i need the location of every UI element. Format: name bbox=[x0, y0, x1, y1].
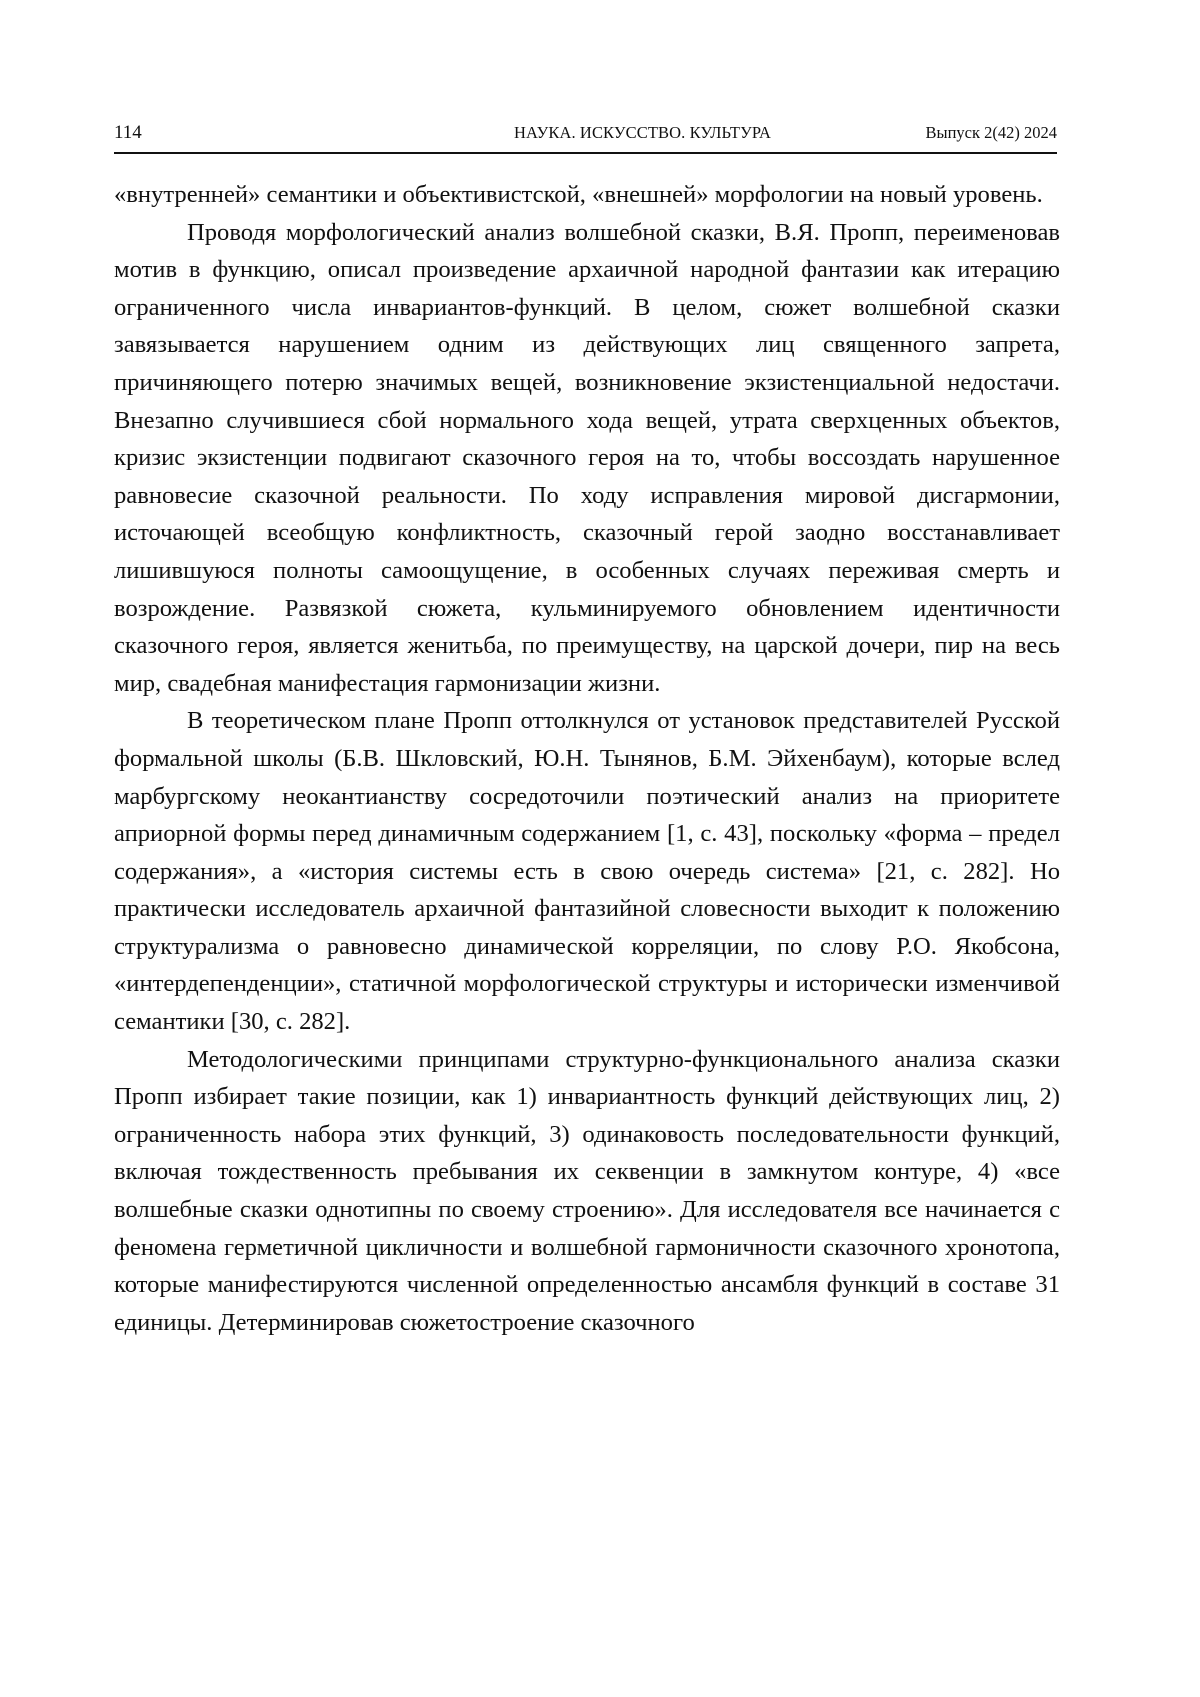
header-rule bbox=[114, 152, 1057, 154]
journal-title: НАУКА. ИСКУССТВО. КУЛЬТУРА bbox=[514, 123, 772, 142]
paragraph-continuation: «внутренней» семантики и объективистской, «внешней» морфологии на новый уровень. bbox=[114, 181, 1043, 208]
paragraph-theoretical-plan: В теоретическом плане Пропп оттолкнулся от установок представителей Русской формальной школы (Б.В. Шкловский, Ю.Н. Тынянов, Б.М. Эйхенбаум), которые вслед марбургскому неокантианству сосредоточили поэтический анализ на приоритете априорной формы перед динамичным содержанием [1, с. 43], поскольку «форма – предел содержания», а «история системы есть в свою очередь система» [21, с. 282]. Но практически исследователь архаичной фантазийной словесности выходит к положению структурализма о равновесно динамической корреляции, по слову Р.О. Якобсона, «интердепенденции», статичной морфологической структуры и исторически изменчивой семантики [30, с. 282]. bbox=[114, 707, 1060, 1036]
page-number: 114 bbox=[114, 122, 142, 143]
running-header bbox=[114, 118, 1057, 158]
paragraph-propp-analysis: Проводя морфологический анализ волшебной сказки, В.Я. Пропп, переименовав мотив в функцию, описал произведение архаичной народной фантазии как итерацию ограниченного числа инвариантов-функций. В целом, сюжет волшебной сказки завязывается нарушением одним из действующих лиц священного запрета, причиняющего потерю значимых вещей, возникновение экзистенциальной недостачи. Внезапно случившиеся сбой нормального хода вещей, утрата сверхценных объектов, кризис экзистенции подвигают сказочного героя на то, чтобы воссоздать нарушенное равновесие сказочной реальности. По ходу исправления мировой дисгармонии, источающей всеобщую конфликтность, сказочный герой заодно восстанавливает лишившуюся полноты самоощущение, в особенных случаях переживая смерть и возрождение. Развязкой сюжета, кульминируемого обновлением идентичности сказочного героя, является женитьба, по преимуществу, на царской дочери, пир на весь мир, свадебная манифестация гармонизации жизни. bbox=[114, 218, 1060, 697]
issue-label: Выпуск 2(42) 2024 bbox=[925, 123, 1057, 142]
paragraph-methodological-principles: Методологическими принципами структурно-функционального анализа сказки Пропп избирает такие позиции, как 1) инвариантность функций действующих лиц, 2) ограниченность набора этих функций, 3) одинаковость последовательности функций, включая тождественность пребывания их секвенции в замкнутом контуре, 4) «все волшебные сказки однотипны по своему строению». Для исследователя все начинается с феномена герметичной цикличности и волшебной гармоничности сказочного хронотопа, которые манифестируются численной определенностью ансамбля функций в составе 31 единицы. Детерминировав сюжетостроение сказочного bbox=[114, 1045, 1060, 1336]
body-text bbox=[114, 176, 1060, 1341]
